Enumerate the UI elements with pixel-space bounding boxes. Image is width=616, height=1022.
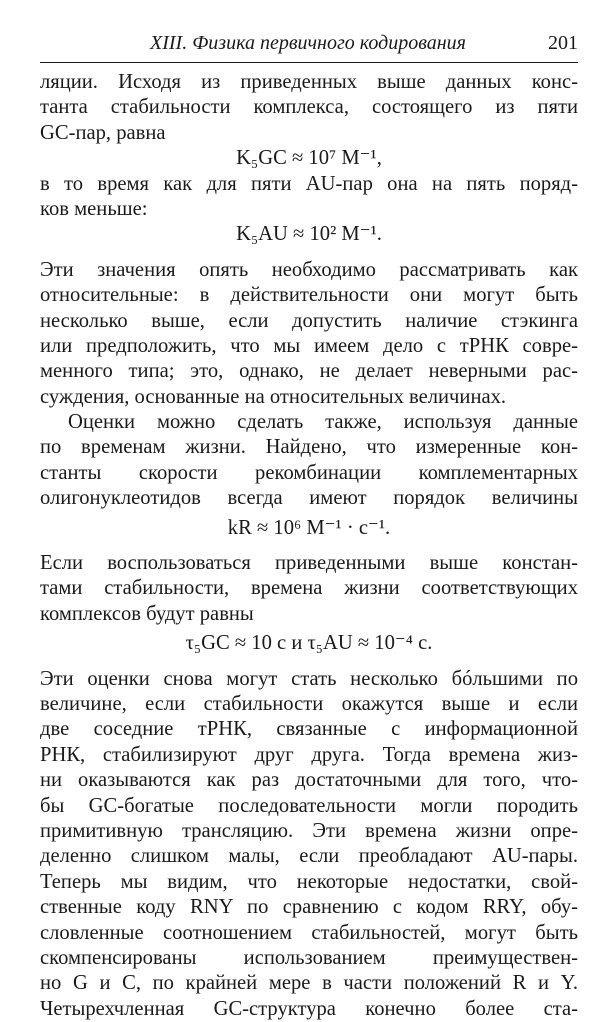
text-line: Если воспользоваться приведенными выше констан- [40, 552, 578, 575]
text-line: скомпенсированы использованием преимуществен- [40, 946, 578, 969]
text-line: Оценки можно сделать также, используя данные [68, 411, 578, 434]
text-line: ков меньше: [40, 197, 148, 220]
text-line: или предположить, что мы имеем дело с тРНК совре- [40, 334, 578, 357]
text-line: несколько выше, если допустить наличие стэкинга [40, 309, 578, 332]
text-line: Эти значения опять необходимо рассматривать как [40, 258, 578, 281]
text-line: Эти оценки снова могут стать несколько бóльшими по [40, 667, 578, 690]
formula-kr: kR ≈ 10⁶ M⁻¹ · c⁻¹. [227, 516, 391, 539]
text-line: комплексов будут равны [40, 602, 254, 625]
text-line: ни оказываются как раз достаточными для того, что- [40, 769, 578, 792]
body-text [40, 70, 578, 1022]
formula-k5au: K₅AU ≈ 10² M⁻¹. [236, 223, 382, 246]
text-line: в то время как для пяти AU-пар она на пять поряд- [40, 172, 578, 195]
text-line: ственные коду RNY по сравнению с кодом RRY, обу- [40, 896, 578, 919]
text-line: примитивную трансляцию. Эти времена жизни опре- [40, 819, 578, 842]
formula-k5gc: K₅GC ≈ 10⁷ M⁻¹, [236, 147, 382, 170]
text-line: Теперь мы видим, что некоторые недостатки, свой- [40, 870, 578, 893]
chapter-title: XIII. Физика первичного кодирования [150, 32, 466, 54]
text-line: РНК, стабилизируют друг друга. Тогда времена жиз- [40, 743, 578, 766]
text-line: бы GC-богатые последовательности могли породить [40, 794, 578, 817]
text-line: относительные: в действительности они могут быть [40, 284, 578, 307]
text-line: GC-пар, равна [40, 121, 166, 144]
running-header [40, 28, 578, 63]
text-line: величине, если стабильности окажутся выше и если [40, 692, 578, 715]
page-number: 201 [548, 32, 578, 54]
text-line: ляции. Исходя из приведенных выше данных конс- [40, 71, 578, 93]
text-line: две соседние тРНК, связанные с информационной [40, 718, 578, 741]
text-line: менного типа; это, однако, не делает неверными рас- [40, 360, 578, 383]
text-line: танта стабильности комплекса, состоящего из пяти [40, 96, 578, 119]
text-line: но G и C, по крайней мере в части положений R и Y. [40, 972, 578, 995]
text-line: суждения, основанные на относительных величинах. [40, 385, 507, 408]
formula-tau: τ₅GC ≈ 10 c и τ₅AU ≈ 10⁻⁴ c. [185, 632, 433, 655]
text-line: станты скорости рекомбинации комплементарных [40, 461, 578, 484]
text-line: деленно слишком малы, если преобладают AU-пары. [40, 845, 578, 868]
text-line: тами стабильности, времена жизни соответствующих [40, 577, 578, 600]
text-line: по временам жизни. Найдено, что измеренные кон- [40, 436, 578, 459]
text-line: олигонуклеотидов всегда имеют порядок величины [40, 487, 578, 510]
text-line: словленные соотношением стабильностей, могут быть [40, 921, 578, 944]
text-line: Четырехчленная GC-структура конечно более ста- [40, 997, 578, 1020]
